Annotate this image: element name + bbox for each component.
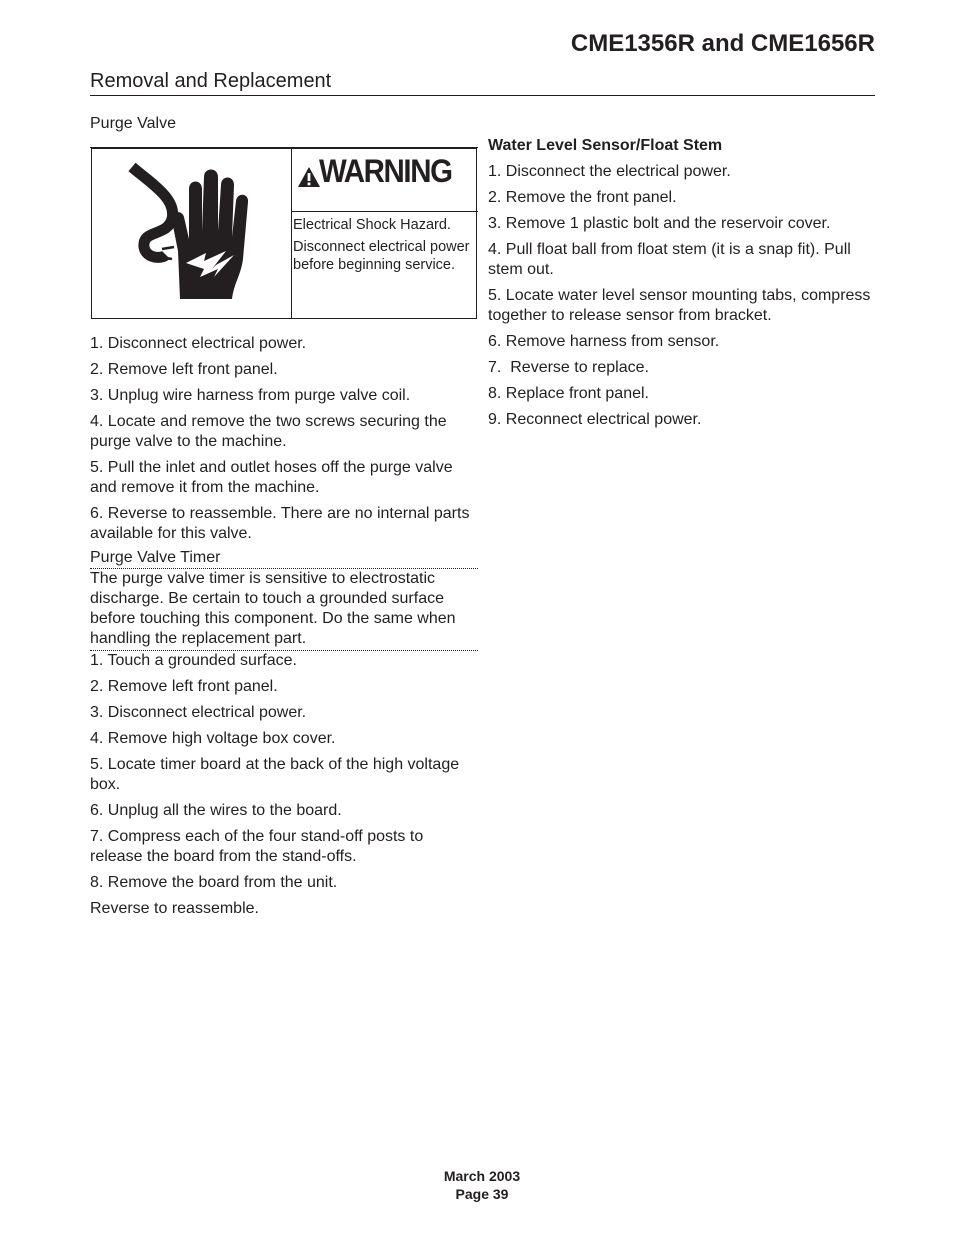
right-column [488,136,880,436]
timer-step: 6. Unplug all the wires to the board. [90,802,342,819]
page-number: Page 39 [455,1186,509,1202]
document-model-title: CME1356R and CME1656R [570,30,875,57]
footer-date: March 2003 [443,1168,521,1184]
section-title: Removal and Replacement [90,70,332,92]
timer-step: 1. Touch a grounded surface. [90,652,297,669]
page-footer [0,1167,954,1203]
left-column [90,114,478,925]
water-sensor-step: 2. Remove the front panel. [488,189,677,206]
timer-step: 4. Remove high voltage box cover. [90,730,336,747]
warning-instruction-text: Disconnect electrical power before beginning service. [293,239,470,273]
purge-valve-step: 5. Pull the inlet and outlet hoses off the purge valve and remove it from the machine. [90,459,453,496]
warning-icon-cell [92,149,292,318]
water-sensor-step: 5. Locate water level sensor mounting tabs, compress together to release sensor from bracket. [488,287,871,324]
header-divider [90,95,875,96]
purge-valve-step: 2. Remove left front panel. [90,361,278,378]
warning-header [292,149,478,212]
timer-step: 7. Compress each of the four stand-off posts to release the board from the stand-offs. [90,828,424,865]
purge-valve-step: 4. Locate and remove the two screws securing the purge valve to the machine. [90,413,447,450]
water-sensor-step: 6. Remove harness from sensor. [488,333,720,350]
timer-step: 5. Locate timer board at the back of the high voltage box. [90,756,460,793]
timer-step: 2. Remove left front panel. [90,678,278,695]
warning-hazard-text: Electrical Shock Hazard. [293,217,451,233]
water-sensor-step: 7. Reverse to replace. [488,359,649,376]
water-sensor-step: 4. Pull float ball from float stem (it is a snap fit). Pull stem out. [488,241,851,278]
esd-caution-note: The purge valve timer is sensitive to electrostatic discharge. Be certain to touch a grounded surface before touching this component. Do the same when handling the replacement part. [90,568,478,651]
purge-valve-step: 3. Unplug wire harness from purge valve coil. [90,387,411,404]
purge-valve-step: 6. Reverse to reassemble. There are no internal parts available for this valve. [90,505,470,542]
water-sensor-step: 9. Reconnect electrical power. [488,411,702,428]
warning-panel [91,148,477,319]
purge-valve-timer-heading: Purge Valve Timer [90,549,221,566]
warning-message [293,216,473,278]
electrical-shock-hand-icon [122,159,252,309]
warning-signal-word: WARNING [319,153,452,189]
timer-step: 8. Remove the board from the unit. [90,874,338,891]
alert-triangle-icon [298,167,320,187]
water-sensor-step: 1. Disconnect the electrical power. [488,163,731,180]
timer-step: 3. Disconnect electrical power. [90,704,307,721]
timer-step: Reverse to reassemble. [90,900,259,917]
water-sensor-step: 8. Replace front panel. [488,385,649,402]
purge-valve-heading: Purge Valve [90,115,176,132]
water-sensor-step: 3. Remove 1 plastic bolt and the reservoir cover. [488,215,831,232]
water-level-sensor-heading: Water Level Sensor/Float Stem [488,137,723,154]
purge-valve-step: 1. Disconnect electrical power. [90,335,307,352]
